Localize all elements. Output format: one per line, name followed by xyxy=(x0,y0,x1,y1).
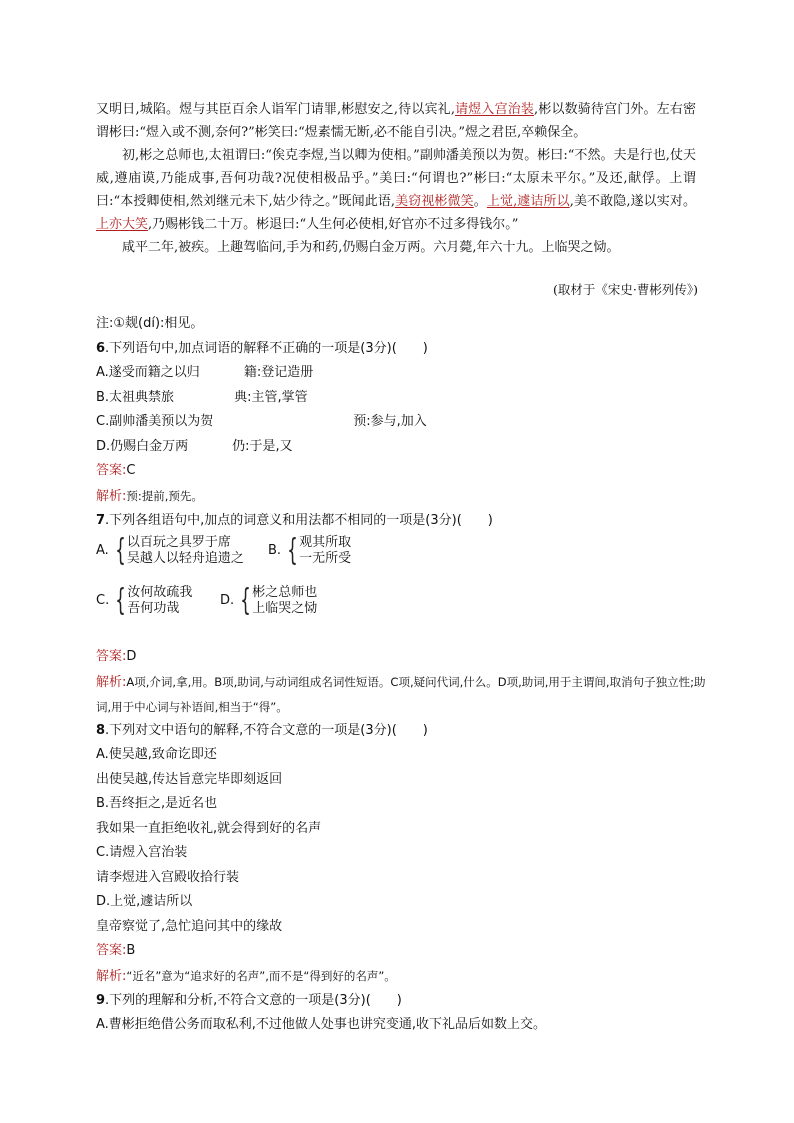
highlighted-phrase: 请煜入宫治装 xyxy=(454,102,535,117)
highlighted-phrase: 上觉,遽诘所以 xyxy=(486,194,570,209)
q8-option-c: C.请煜入宫治装 xyxy=(96,845,188,860)
highlighted-phrase: 上亦大笑 xyxy=(96,217,149,232)
question-6: 6.下列语句中,加点词语的解释不正确的一项是(3分)( ) xyxy=(96,340,428,356)
q7-option-b: B. { 观其所取 一无所受 xyxy=(268,533,352,568)
passage-paragraph-3: 咸平二年,被疾。上趣驾临问,手为和药,仍赐白金万两。六月薨,年六十九。上临哭之恸。 xyxy=(122,240,620,255)
q7-explanation: 解析:A项,介词,拿,用。B项,助词,与动词组成名词性短语。C项,疑问代词,什么。D项,助词,用于主谓间,取消句子独立性;助词,用于中心词与补语间,相当于“得”。 xyxy=(96,674,706,714)
q8-option-b-explanation: 我如果一直拒绝收礼,就会得到好的名声 xyxy=(96,820,322,836)
question-8: 8.下列对文中语句的解释,不符合文意的一项是(3分)( ) xyxy=(96,722,428,738)
q7-option-d: D. { 彬之总师也 上临哭之恸 xyxy=(220,583,318,618)
q8-option-a: A.使吴越,致命讫即还 xyxy=(96,747,217,762)
classical-passage xyxy=(96,98,696,259)
source-citation: (取材于《宋史·曹彬列传》) xyxy=(553,282,698,297)
passage-paragraph-1: 又明日,城陷。煜与其臣百余人诣军门请罪,彬慰安之,待以宾礼,请煜入宫治装,彬以数骑待宫门外。左右密谓彬曰:“煜入或不测,奈何?”彬笑曰:“煜素懦无断,必不能自引决。”煜之君臣,卒赖保全。 xyxy=(96,102,696,140)
questions-section xyxy=(96,312,706,1038)
q7-answer: 答案:D xyxy=(96,649,137,664)
question-9: 9.下列的理解和分析,不符合文意的一项是(3分)( ) xyxy=(96,992,402,1008)
q6-explanation: 解析:预:提前,预先。 xyxy=(96,488,203,504)
q8-option-b: B.吾终拒之,是近名也 xyxy=(96,796,218,811)
q7-option-a: A. { 以百玩之具罗于席 吴越人以轻舟追遗之 xyxy=(96,533,244,568)
q8-option-d: D.上觉,遽诘所以 xyxy=(96,894,193,909)
question-7: 7.下列各组语句中,加点的词意义和用法都不相同的一项是(3分)( ) xyxy=(96,512,493,528)
q8-explanation: 解析:“近名”意为“追求好的名声”,而不是“得到好的名声”。 xyxy=(96,968,396,984)
q8-option-d-explanation: 皇帝察觉了,急忙追问其中的缘故 xyxy=(96,918,283,934)
q6-option-a: A.遂受而籍之以归 籍:登记造册 xyxy=(96,365,314,380)
q7-option-c: C. { 汝何故疏我 吾何功哉 xyxy=(96,583,193,618)
q9-option-a: A.曹彬拒绝借公务而取私利,不过他做人处事也讲究变通,收下礼品后如数上交。 xyxy=(96,1017,547,1032)
q6-option-b: B.太祖典禁旅 典:主管,掌管 xyxy=(96,389,308,405)
q6-answer: 答案:C xyxy=(96,463,136,478)
footnote: 注:①觌(dí):相见。 xyxy=(96,316,204,331)
q6-option-d: D.仍赐白金万两 仍:于是,又 xyxy=(96,438,293,454)
passage-paragraph-2: 初,彬之总师也,太祖谓曰:“俟克李煜,当以卿为使相。”副帅潘美预以为贺。彬曰:“不然。夫是行也,仗天威,遵庙谟,乃能成事,吾何功哉?况使相极品乎。”美曰:“何谓也?”彬曰:“太原未平尔。”及还,献俘。上谓曰:“本授卿使相,然刘继元未下,姑少待之。”既闻此语,美窃视彬微笑。上觉,遽诘所以,美不敢隐,遂以实对。上亦大笑,乃赐彬钱二十万。彬退曰:“人生何必使相,好官亦不过多得钱尔。” xyxy=(96,148,696,232)
q7-options xyxy=(96,535,706,639)
highlighted-phrase: 美窃视彬微笑 xyxy=(395,194,474,209)
q8-answer: 答案:B xyxy=(96,943,136,958)
q6-option-c: C.副帅潘美预以为贺 预:参与,加入 xyxy=(96,414,427,429)
q8-option-c-explanation: 请李煜进入宫殿收拾行装 xyxy=(96,869,240,885)
q8-option-a-explanation: 出使吴越,传达旨意完毕即刻返回 xyxy=(96,771,283,787)
